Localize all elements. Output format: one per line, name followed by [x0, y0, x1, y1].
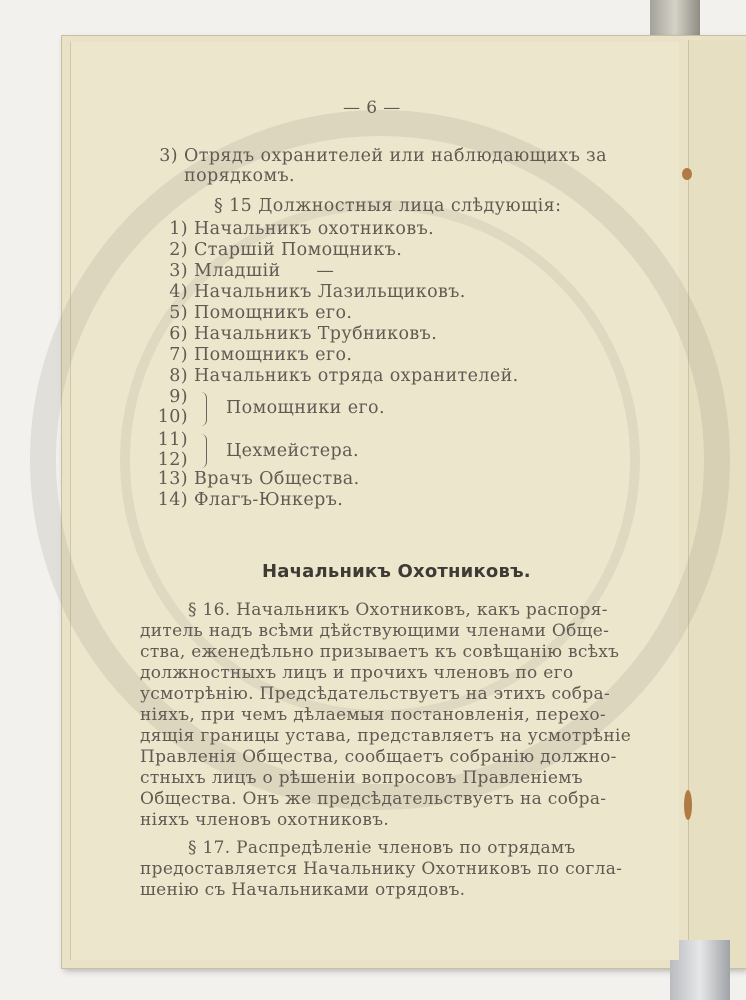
page-number: — 6 —	[343, 98, 401, 118]
list-item-number: 9)	[169, 387, 188, 407]
paragraph-line: усмотрѣнію. Предсѣдательствуетъ на этихъ собра-	[140, 684, 610, 704]
paragraph-line: предоставляется Начальнику Охотниковъ по согла-	[140, 859, 623, 879]
list-item-continuation: порядкомъ.	[184, 166, 295, 186]
list-item: 4) Начальникъ Лазильщиковъ.	[169, 282, 466, 302]
list-item: 5) Помощникъ его.	[169, 303, 353, 323]
group-label-quartermasters: Цехмейстера.	[226, 441, 359, 461]
list-item: 13) Врачъ Общества.	[157, 469, 360, 489]
list-item: 14) Флагъ-Юнкеръ.	[157, 490, 344, 510]
list-item: 6) Начальникъ Трубниковъ.	[169, 324, 438, 344]
section-15-heading: § 15 Должностныя лица слѣдующія:	[214, 196, 562, 216]
paragraph-line: § 16. Начальникъ Охотниковъ, какъ распоря-	[188, 600, 608, 620]
paragraph-line: ства, еженедѣльно призываетъ къ совѣщанію всѣхъ	[140, 642, 620, 662]
list-item-number: 12)	[157, 450, 188, 470]
list-item-number: 10)	[157, 407, 188, 427]
paragraph-line: дящія границы устава, представляетъ на усмотрѣніе	[140, 726, 632, 746]
paragraph-line: ніяхъ членовъ охотниковъ.	[140, 810, 390, 830]
paragraph-line: дитель надъ всѣми дѣйствующими членами Обще-	[140, 621, 610, 641]
paragraph-line: ніяхъ, при чемъ дѣлаемыя постановленія, перехо-	[140, 705, 606, 725]
binder-clip-bottom	[670, 940, 730, 1000]
binder-clip-top	[650, 0, 700, 40]
list-item: 3) Младшій —	[169, 261, 335, 281]
paragraph-line: стныхъ лицъ о рѣшеніи вопросовъ Правленіемъ	[140, 768, 583, 788]
stain-mark	[684, 790, 692, 820]
paragraph-line: § 17. Распредѣленіе членовъ по отрядамъ	[188, 838, 576, 858]
paragraph-line: Общества. Онъ же предсѣдательствуетъ на собра-	[140, 789, 607, 809]
paragraph-line: шенію съ Начальниками отрядовъ.	[140, 880, 466, 900]
stain-mark	[682, 168, 692, 180]
list-item: 7) Помощникъ его.	[169, 345, 353, 365]
list-item: 3) Отрядъ охранителей или наблюдающихъ за	[159, 146, 607, 166]
list-item-number: 11)	[157, 430, 188, 450]
list-item: 2) Старшій Помощникъ.	[169, 240, 403, 260]
brace-group-11-12	[200, 434, 207, 468]
brace-group-9-10	[200, 392, 207, 426]
list-item: 8) Начальникъ отряда охранителей.	[169, 366, 519, 386]
chapter-title: Начальникъ Охотниковъ.	[262, 561, 531, 582]
group-label-assistants: Помощники его.	[226, 398, 385, 418]
paragraph-line: Правленія Общества, сообщаетъ собранію должно-	[140, 747, 617, 767]
list-item: 1) Начальникъ охотниковъ.	[169, 219, 435, 239]
paragraph-line: должностныхъ лицъ и прочихъ членовъ по его	[140, 663, 574, 683]
